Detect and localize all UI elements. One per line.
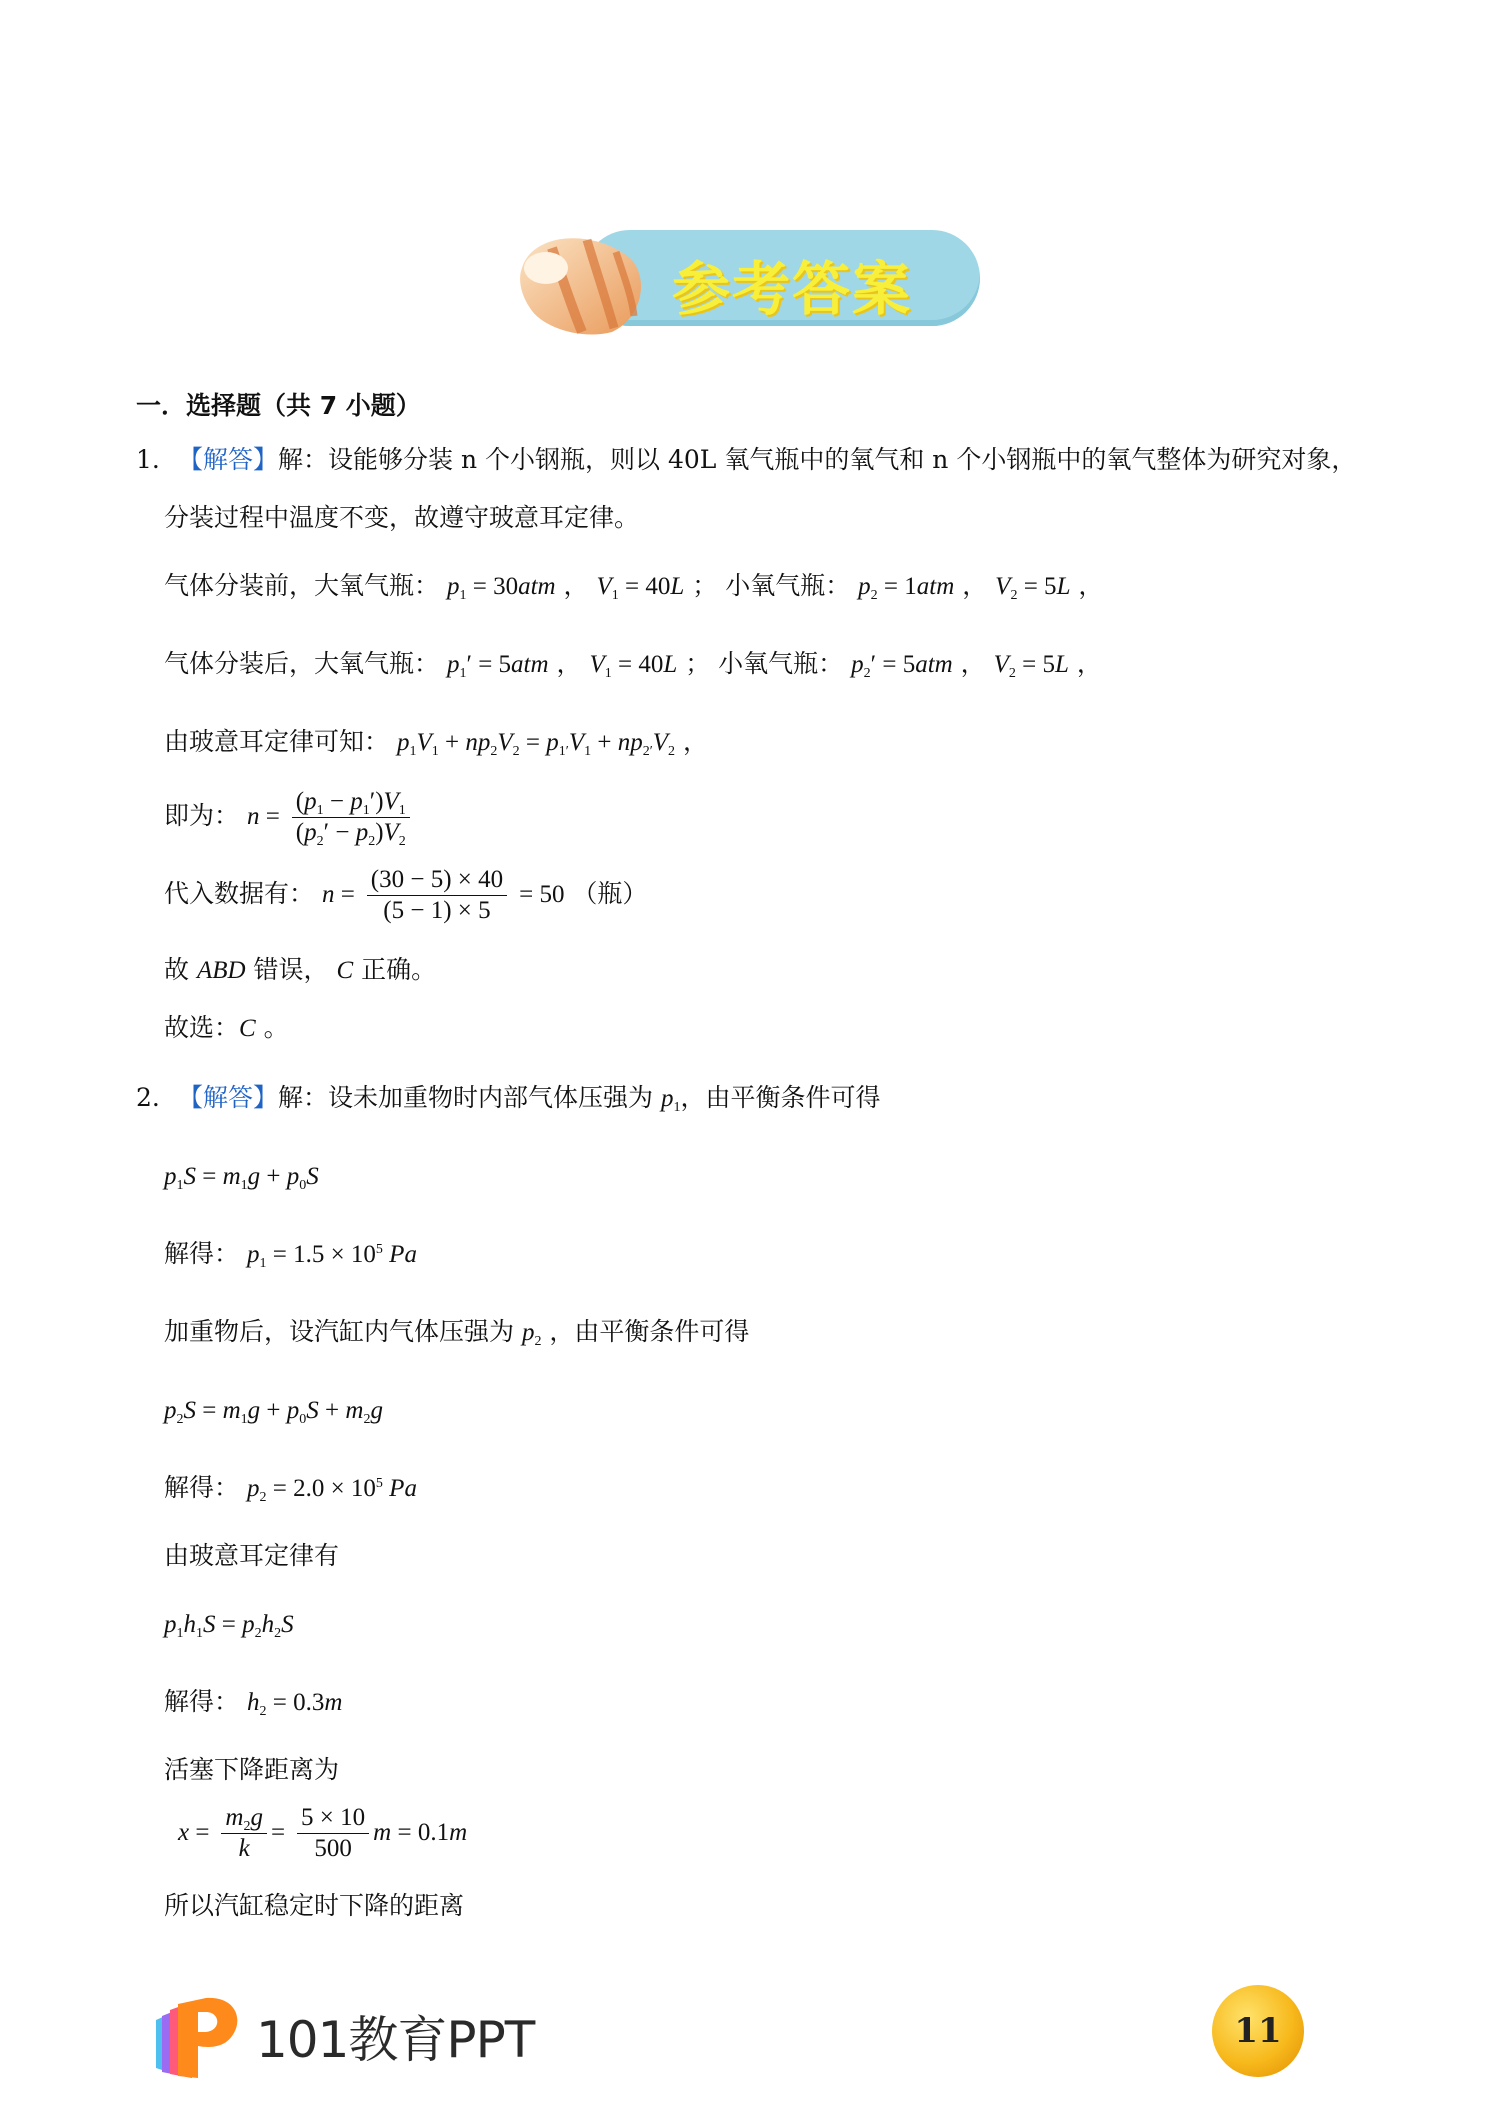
q2-line-1: 【解答】解：设未加重物时内部气体压强为 $p_1$，由平衡条件可得 xyxy=(178,1083,881,1115)
q1-text-1: 解：设能够分装 n 个小钢瓶，则以 40L 氧气瓶中的氧气和 n 个小钢瓶中的氧气整体为研究对象， xyxy=(278,445,1357,474)
q2-boyle-label: 由玻意耳定律有 xyxy=(164,1541,340,1570)
q1-choice: 故选：C 。 xyxy=(164,1013,289,1042)
logo-text: 101教育PPT xyxy=(256,2011,535,2069)
q2-drop-formula: x = $\frac{m_2g}{k}$ = $\frac{5 \times 10}{500}$ m = 0.1m xyxy=(178,1804,468,1862)
q1-before: 气体分装前，大氧气瓶： $p_1 = 30atm$ ， $V_1 = 40L$ ； 小氧气瓶： $p_2 = 1atm$ ， $V_2 = 5L$ ， xyxy=(164,571,1104,603)
q2-result-p2: 解得： $p_2 = 2.0 \times 10^5$ Pa xyxy=(164,1473,417,1505)
q2-equation-3: $p_1h_1S = p_2h_2S$ xyxy=(164,1611,294,1641)
q1-boyle-equation: 由玻意耳定律可知： $p_1V_1 + np_2V_2 = p_{1'}V_1 + np_{2'}V_2$ ， xyxy=(164,727,708,759)
q1-answer-tag: 【解答】 xyxy=(178,445,279,474)
footer-logo xyxy=(148,1990,568,2080)
q2-equation-1: $p_1S = m_1g + p_0S$ xyxy=(164,1163,319,1193)
logo-p-icon xyxy=(148,1990,248,2080)
q2-add-weight: 加重物后，设汽缸内气体压强为 $p_2$ ，由平衡条件可得 xyxy=(164,1317,750,1349)
q1-text-2: 分装过程中温度不变，故遵守玻意耳定律。 xyxy=(164,503,640,532)
q2-result-p1: 解得： $p_1 = 1.5 \times 10^5$ Pa xyxy=(164,1239,417,1271)
q2-number: 2. xyxy=(136,1083,160,1112)
q1-substitution: 代入数据有： n = $\frac{(30 - 5) \times 40}{(5 - 1) \times 5}$ = 50 （瓶） xyxy=(164,866,648,924)
q2-final: 所以汽缸稳定时下降的距离 xyxy=(164,1891,465,1920)
seashell-icon xyxy=(512,228,652,338)
q1-number: 1. xyxy=(136,445,160,474)
q2-result-h2: 解得： $h_2 = 0.3m$ xyxy=(164,1687,343,1719)
banner-title: 参考答案 xyxy=(672,255,913,323)
q1-line-1 xyxy=(178,444,1356,476)
q1-formula: 即为： n = $\frac{(p_1 - p_1')V_1}{(p_2' - p_2)V_2}$ xyxy=(164,786,414,848)
page-number: 11 xyxy=(1212,1985,1304,2077)
section-title: 一．选择题（共 7 小题） xyxy=(136,391,421,420)
q2-answer-tag: 【解答】 xyxy=(178,1083,279,1112)
answer-banner xyxy=(512,228,982,328)
q1-conclusion: 故 ABD 错误， C 正确。 xyxy=(164,955,437,984)
q2-drop-label: 活塞下降距离为 xyxy=(164,1755,340,1784)
q1-after: 气体分装后，大氧气瓶： $p_1' = 5atm$ ， $V_1 = 40L$ ； 小氧气瓶： $p_2' = 5atm$ ， $V_2 = 5L$ ， xyxy=(164,649,1102,681)
q2-equation-2: $p_2S = m_1g + p_0S + m_2g$ xyxy=(164,1397,383,1427)
